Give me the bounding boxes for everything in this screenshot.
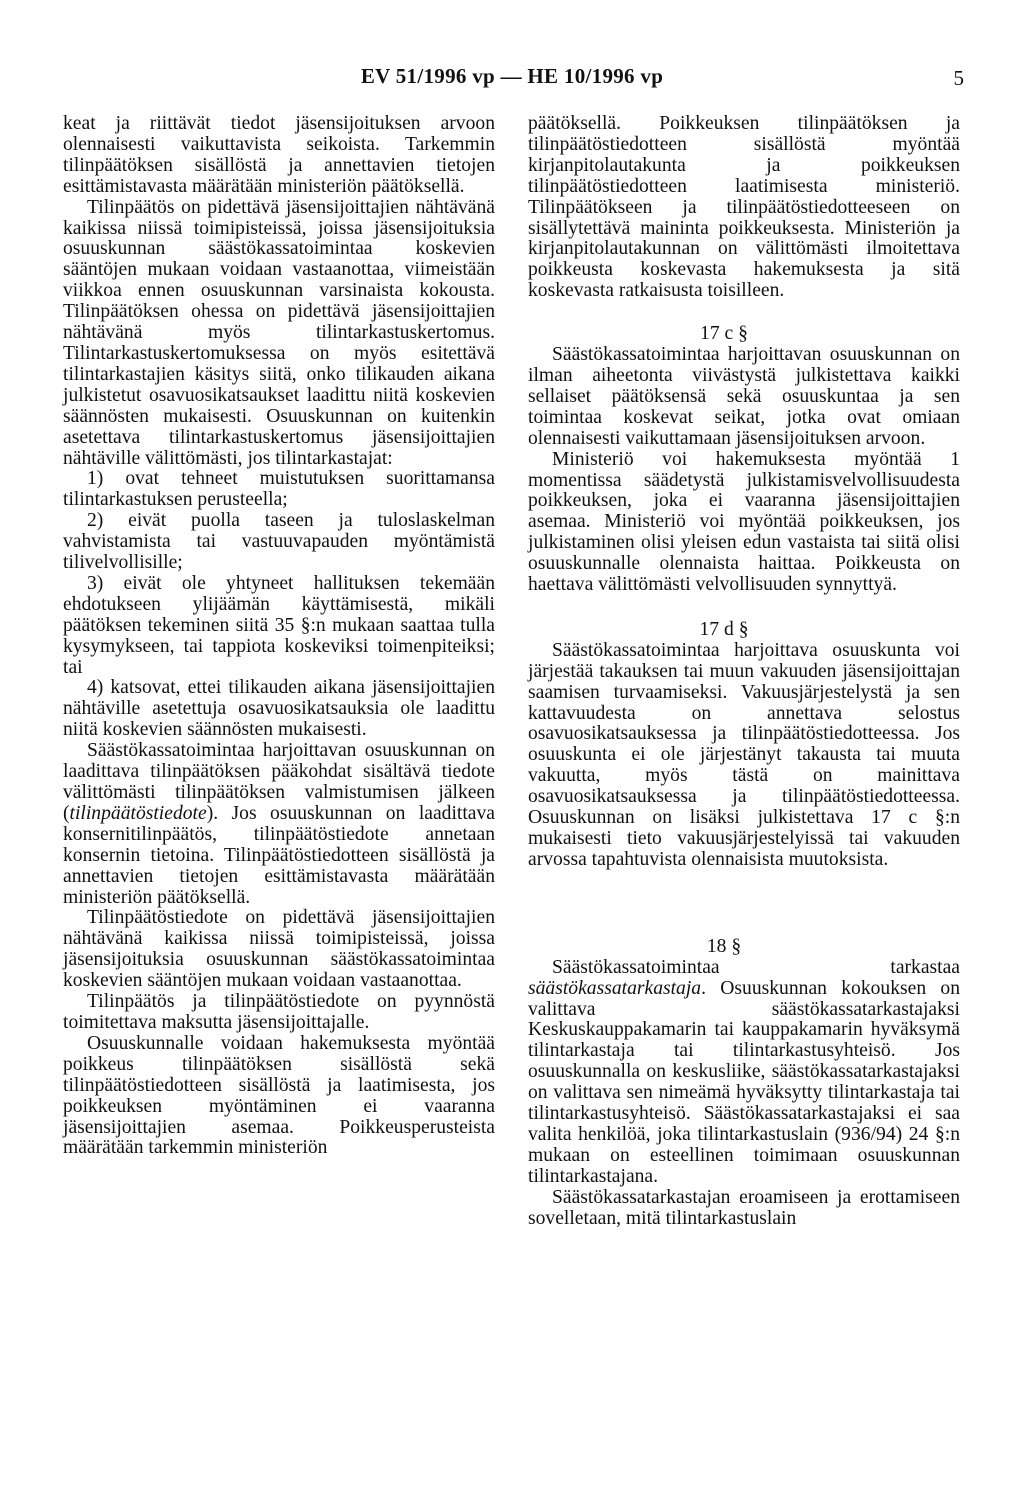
text-segment: Säästökassatoimintaa harjoittavan osuuskunnan on laadittava tilinpäätöksen pääkohdat sisältävä tiedote välittömästi tilinpäätöksen valmistumisen jälkeen ( (63, 740, 495, 824)
section-heading: 18 § (706, 935, 742, 957)
left-column (63, 114, 495, 1159)
paragraph: Tilinpäätös on pidettävä jäsensijoittajien nähtävänä kaikissa niissä toimipisteissä, joissa jäsensijoituksia osuuskunnan säästökassatoimintaa koskevien sääntöjen mukaan voidaan vastaanottaa, viimeistään viikkoa ennen osuuskunnan varsinaista kokousta. Tilinpäätöksen ohessa on pidettävä jäsensijoittajien nähtävänä myös tilintarkastuskertomus. Tilintarkastuskertomuksessa on myös esitettävä tilintarkastajien käsitys siitä, onko tilikauden aikana julkistetut osavuosikatsaukset laadittu niitä koskevien säännösten mukaisesti. Osuuskunnan on kuitenkin asetettava tilintarkastuskertomus jäsensijoittajien nähtäville välittömästi, jos tilintarkastajat: (63, 196, 495, 469)
paragraph (63, 741, 495, 908)
list-item: 4) katsovat, ettei tilikauden aikana jäsensijoittajien nähtäville asetettuja osavuosikatsauksia ole laadittu niitä koskevien säännösten mukaisesti. (63, 677, 495, 741)
paragraph: Tilinpäätös ja tilinpäätöstiedote on pyynnöstä toimitettava maksutta jäsensijoittajalle. (63, 991, 495, 1033)
paragraph: Säästökassatarkastajan eroamiseen ja erottamiseen sovelletaan, mitä tilintarkastuslain (528, 1186, 960, 1229)
section-heading: 17 c § (700, 323, 748, 345)
list-item: 2) eivät puolla taseen ja tuloslaskelman vahvistamista tai vastuuvapauden myöntämistä tilivelvollisille; (63, 510, 495, 574)
page-number: 5 (953, 66, 964, 90)
list-item: 1) ovat tehneet muistutuksen suorittamansa tilintarkastuksen perusteella; (63, 468, 495, 511)
text-segment: ). Jos osuuskunnan on laadittava konsernitilinpäätös, tilinpäätöstiedote annetaan konsernin tietoina. Tilinpäätöstiedotteen sisällöstä ja annettavien tietojen esittämistavasta määrätään ministeriön päätöksellä. (63, 802, 495, 908)
paragraph: keat ja riittävät tiedot jäsensijoituksen arvoon olennaisesti vaikuttavista seikoista. Tarkemmin tilinpäätöksen sisällöstä ja annettavien tietojen esittämistavasta määrätään ministeriön päätöksellä. (63, 113, 495, 197)
paragraph: Säästökassatoimintaa harjoittavan osuuskunnan on ilman aiheetonta viivästystä julkistettava kaikki sellaiset päätöksensä sekä osuuskuntaa ja sen toimintaa koskevat seikat, jotka ovat omiaan olennaisesti vaikuttamaan jäsensijoituksen arvoon. (528, 344, 960, 449)
paragraph: päätöksellä. Poikkeuksen tilinpäätöksen ja tilinpäätöstiedotteen sisällöstä myöntää kirjanpitolautakunta ja poikkeuksen tilinpäätöstiedotteen laatimisesta ministeriö. Tilinpäätökseen ja tilinpäätöstiedotteeseen on sisällytettävä maininta poikkeuksesta. Ministeriön ja kirjanpitolautakunnan on välittömästi ilmoitettava poikkeusta koskevasta hakemuksesta ja sitä koskevasta ratkaisusta toisilleen. (528, 113, 960, 302)
paragraph (528, 958, 960, 1188)
paragraph: Säästökassatoimintaa harjoittava osuuskunta voi järjestää takauksen tai muun vakuuden jäsensijoittajan saamisen turvaamiseksi. Vakuusjärjestelystä ja sen kattavuudesta on annettava selostus osavuosikatsauksessa ja tilinpäätöstiedotteessa. Jos osuuskunta ei ole järjestänyt takausta tai muuta vakuutta, myös tästä on mainittava osavuosikatsauksessa ja tilinpäätöstiedotteessa. Osuuskunnan on lisäksi julkistettava 17 c §:n mukaisesti tieto vakuusjärjestelyissä tai vakuuden arvossa tapahtuvista olennaisista muutoksista. (528, 639, 960, 870)
text-segment: Säästökassatoimintaa tarkastaa (552, 956, 960, 978)
paragraph: Ministeriö voi hakemuksesta myöntää 1 momentissa säädetystä julkistamisvelvollisuudesta poikkeuksen, joka ei vaaranna jäsensijoittajien asemaa. Ministeriö voi myöntää poikkeuksen, jos julkistaminen olisi yleisen edun vastaista tai siitä olisi osuuskunnalle olennaista haittaa. Poikkeusta on haettava välittömästi velvollisuuden synnyttyä. (528, 448, 960, 596)
page-header-title: EV 51/1996 vp — HE 10/1996 vp (360, 64, 664, 88)
paragraph: Osuuskunnalle voidaan hakemuksesta myöntää poikkeus tilinpäätöksen sisällöstä sekä tilinpäätöstiedotteen sisällöstä ja laatimisesta, jos poikkeuksen myöntäminen ei vaaranna jäsensijoittajien asemaa. Poikkeusperusteista määrätään tarkemmin ministeriön (63, 1032, 495, 1159)
section-heading: 17 d § (699, 618, 749, 640)
italic-term: tilinpäätöstiedote (69, 802, 207, 824)
right-column (528, 114, 960, 1230)
italic-term: säästökassatarkastaja (528, 977, 702, 999)
paragraph: Tilinpäätöstiedote on pidettävä jäsensijoittajien nähtävänä kaikissa niissä toimipisteissä, joissa jäsensijoituksia osuuskunnan säästökassatoimintaa koskevien sääntöjen mukaan voidaan vastaanottaa. (63, 907, 495, 992)
text-segment: . Osuuskunnan kokouksen on valittava säästökassatarkastajaksi Keskuskauppakamarin tai kauppakamarin hyväksymä tilintarkastaja tai tilintarkastusyhteisö. Jos osuuskunnalla on keskusliike, säästökassatarkastajaksi on valittava sen nimeämä hyväksytty tilintarkastaja tai tilintarkastusyhteisö. Säästökassatarkastajaksi ei saa valita henkilöä, joka tilintarkastuslain (936/94) 24 §:n mukaan on esteellinen toimimaan osuuskunnan tilintarkastajana. (528, 977, 960, 1187)
list-item: 3) eivät ole yhtyneet hallituksen tekemään ehdotukseen ylijäämän käyttämisestä, mikäli päätöksen tekeminen siitä 35 §:n mukaan saattaa tulla kysymykseen, tai tappiota koskeviksi toimenpiteiksi; tai (63, 572, 495, 678)
